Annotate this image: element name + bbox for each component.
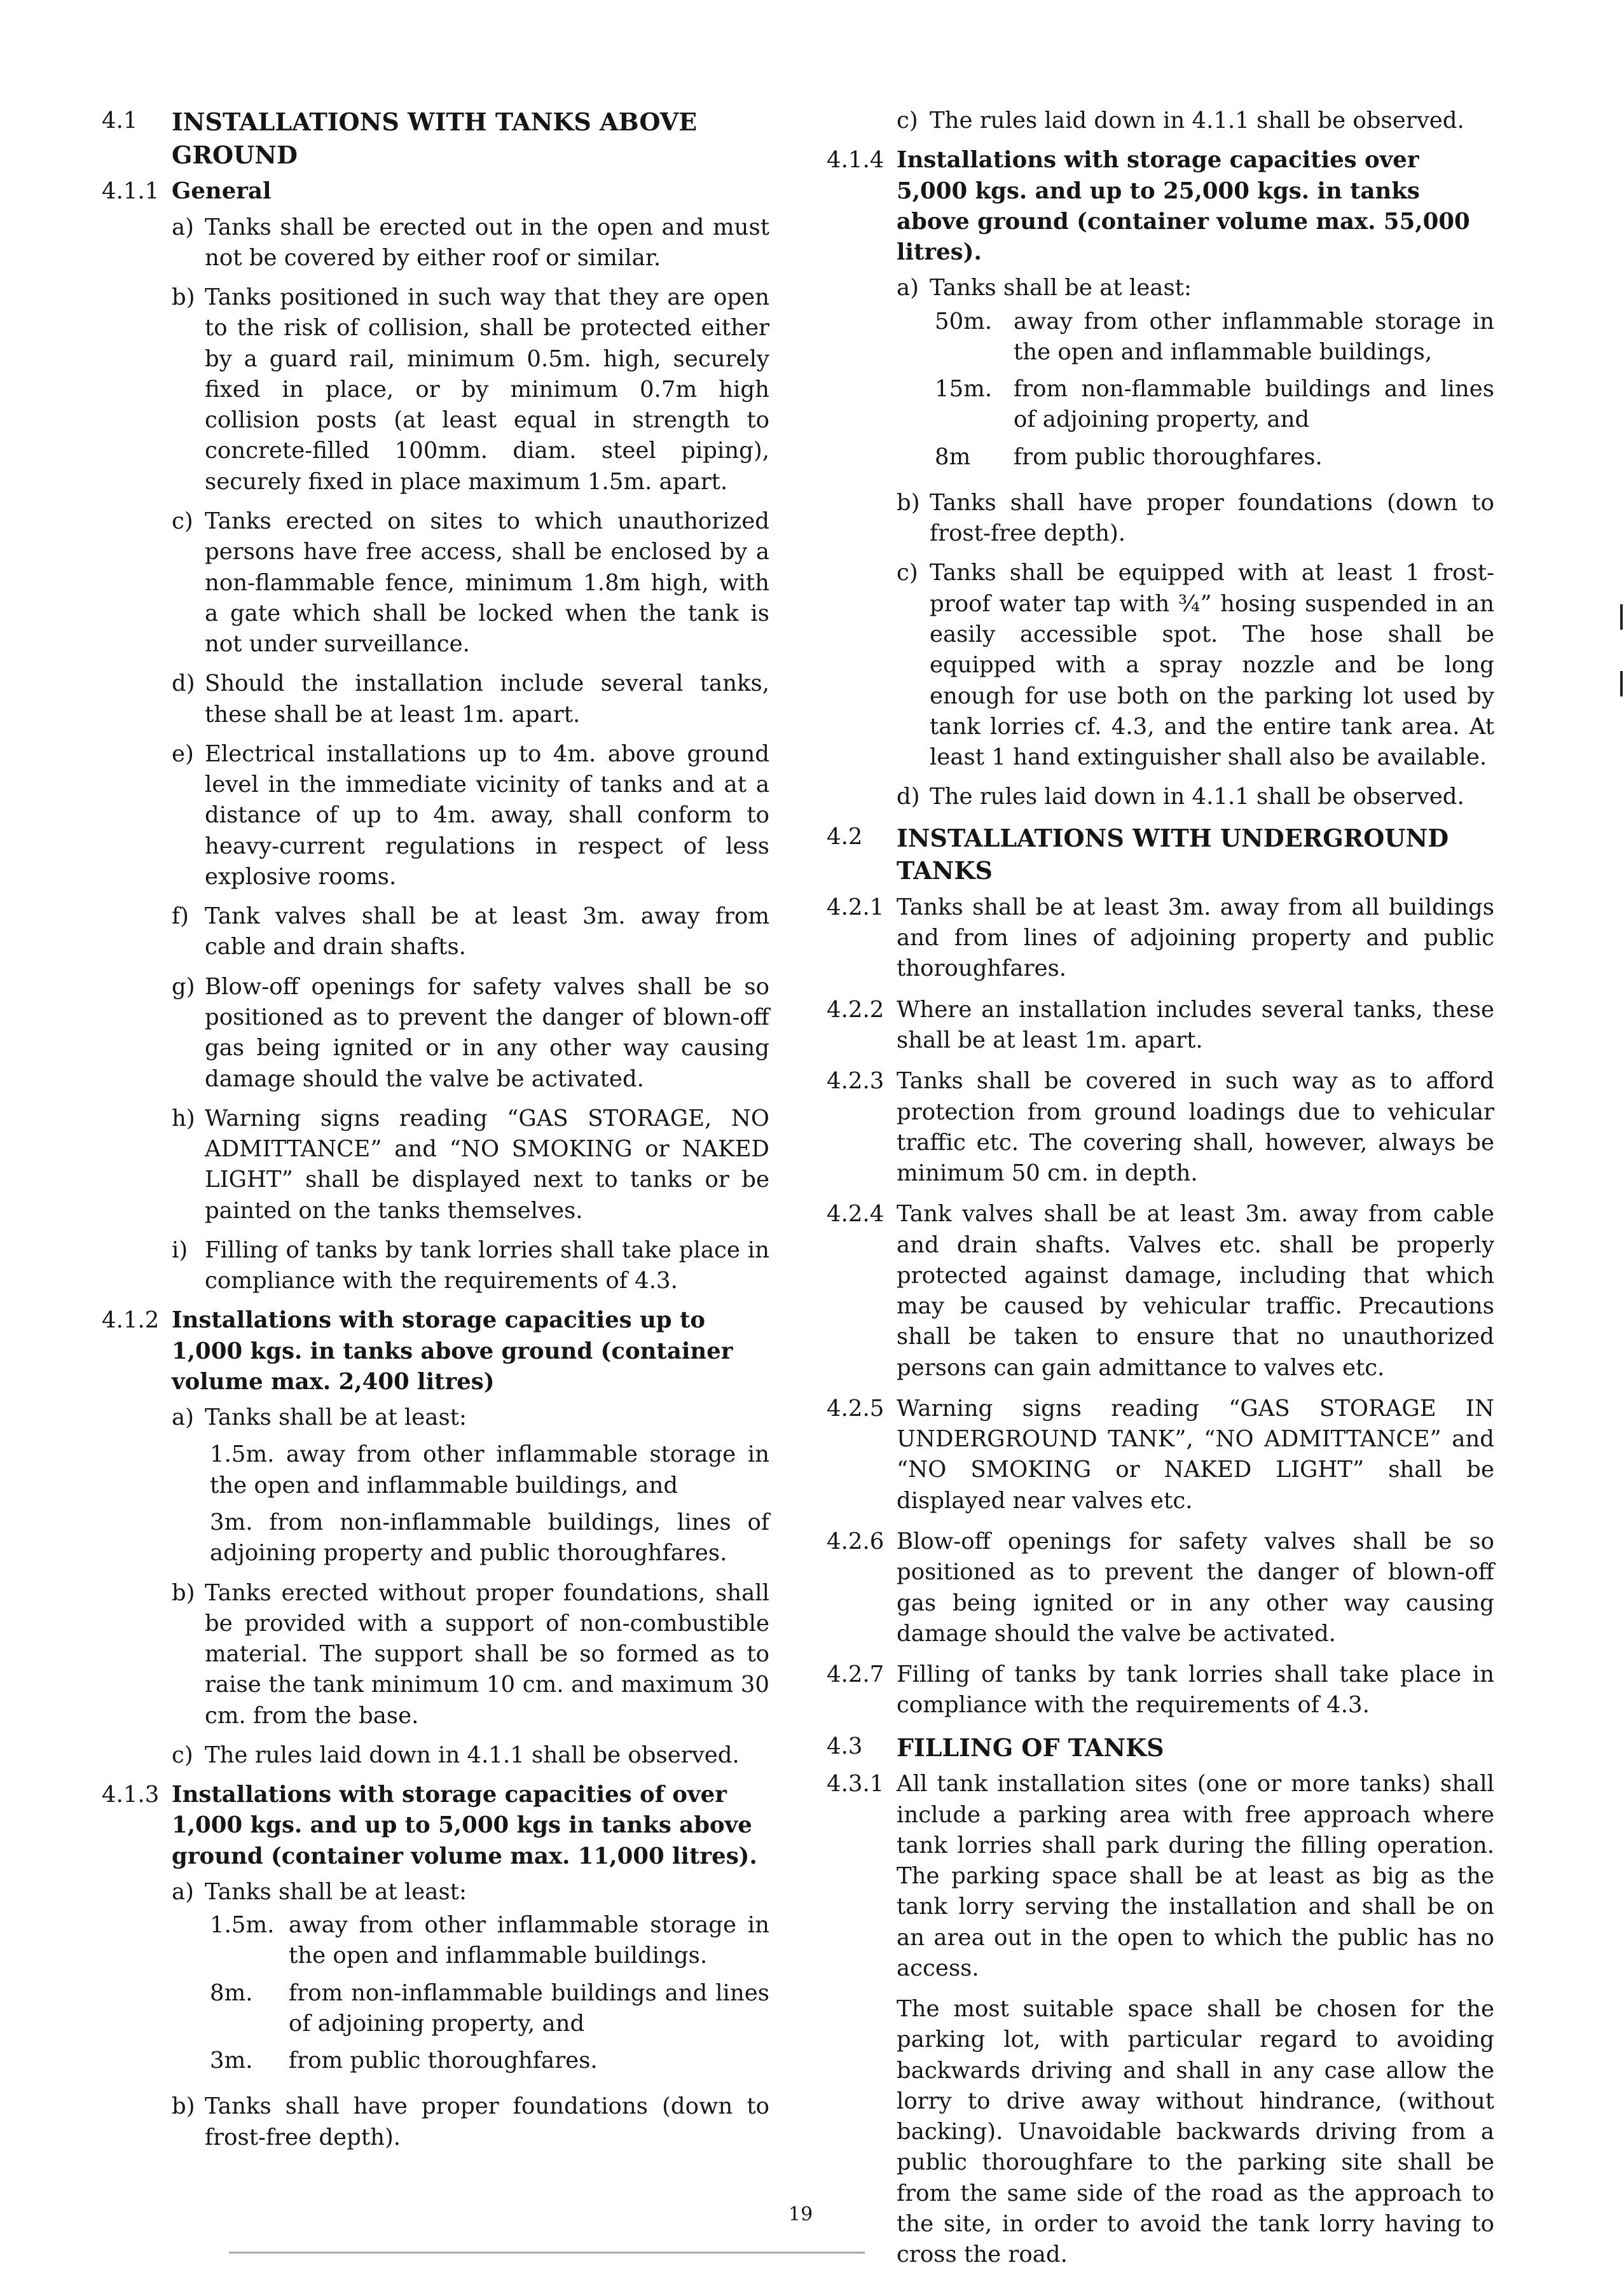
section-4-1-3-items — [172, 1877, 769, 2153]
section-4-1-4-items — [897, 273, 1494, 812]
subsection-4-2-7: 4.2.7 Filling of tanks by tank lorries shall take place in compliance with the requirements of 4.3. — [827, 1661, 1494, 1719]
distance-row: 8m. from non-inflammable buildings and lines of adjoining property, and — [210, 1979, 769, 2037]
section-4-1-3-heading — [102, 1780, 769, 1872]
list-item: b) Tanks shall have proper foundations (down to frost-free depth). — [897, 489, 1494, 547]
distance-row: 3m. from public thoroughfares. — [210, 2047, 598, 2074]
left-column — [102, 106, 769, 2162]
distance-line: 3m. from non-inflammable buildings, lines of adjoining property and public thoroughfares. — [210, 1509, 769, 1567]
subsection-4-2-5: 4.2.5 Warning signs reading “GAS STORAGE IN UNDERGROUND TANK”, “NO ADMITTANCE” and “NO SMOKING or NAKED LIGHT” shall be displayed near valves etc. — [827, 1395, 1494, 1514]
list-item: e) Electrical installations up to 4m. above ground level in the immediate vicinity of tanks and at a distance of up to 4m. away, shall conform to heavy-current regulations in respect of less explosive rooms. — [172, 740, 769, 890]
section-4-2-heading — [827, 822, 1494, 887]
list-item: f) Tank valves shall be at least 3m. away from cable and drain shafts. — [172, 903, 769, 960]
right-column — [827, 106, 1494, 2279]
list-item: c) The rules laid down in 4.1.1 shall be observed. — [172, 1742, 740, 1768]
list-item: b) Tanks shall have proper foundations (down to frost-free depth). — [172, 2093, 769, 2151]
section-4-1-3-continued — [897, 106, 1494, 136]
list-item: d) Should the installation include several tanks, these shall be at least 1m. apart. — [172, 670, 769, 728]
list-item: a) Tanks shall be at least: 1.5m. away from other inflammable storage in the open and inflammable buildings. 8m. from non-inflammable buildings and lines of adjoining property, and 3m. from public thoroughfares. — [172, 1877, 769, 2083]
margin-mark — [1620, 671, 1623, 696]
list-item: i) Filling of tanks by tank lorries shall take place in compliance with the requirements of 4.3. — [172, 1236, 769, 1294]
list-item: c) Tanks shall be equipped with at least 1 frost-proof water tap with ¾” hosing suspended in an easily accessible spot. The hose shall be equipped with a spray nozzle and be long enough for use both on the parking lot used by tank lorries cf. 4.3, and the entire tank area. At least 1 hand extinguisher shall also be available. — [897, 560, 1494, 771]
section-number: 4.2 — [827, 823, 863, 850]
section-title: INSTALLATIONS WITH TANKS ABOVE GROUND — [172, 107, 698, 169]
subsection-4-2-2: 4.2.2 Where an installation includes several tanks, these shall be at least 1m. apart. — [827, 996, 1494, 1053]
section-title: FILLING OF TANKS — [897, 1733, 1164, 1762]
section-title: INSTALLATIONS WITH UNDERGROUND TANKS — [897, 823, 1449, 885]
list-item: a) Tanks shall be erected out in the open and must not be covered by either roof or similar. — [172, 214, 769, 271]
distance-line: 1.5m. away from other inflammable storage in the open and inflammable buildings, and — [210, 1441, 769, 1499]
margin-mark — [1620, 604, 1623, 630]
section-4-1-1-heading — [102, 176, 769, 207]
distance-row: 1.5m. away from other inflammable storage in the open and inflammable buildings. — [210, 1912, 769, 1969]
distance-row: 50m. away from other inflammable storage in the open and inflammable buildings, — [935, 308, 1494, 365]
section-number: 4.1.2 — [102, 1307, 160, 1334]
section-number: 4.1.3 — [102, 1782, 160, 1808]
list-item: c) The rules laid down in 4.1.1 shall be observed. — [897, 107, 1464, 134]
list-item: g) Blow-off openings for safety valves shall be so positioned as to prevent the danger of blown-off gas being ignited or in any other way causing damage should the valve be activated. — [172, 973, 769, 1092]
section-4-1-4-heading — [827, 145, 1494, 268]
list-item: a) Tanks shall be at least: 50m. away from other inflammable storage in the open and inflammable buildings, 15m. from non-flammable buildings and lines of adjoining property, and 8m from public thoroughfares. — [897, 273, 1494, 479]
subsection-4-3-1: 4.3.1 All tank installation sites (one or more tanks) shall include a parking area with free approach where tank lorries shall park during the filling operation. The parking space shall be at least as big as the tank lorry serving the installation and shall be on an area out in the open to which the public has no access. — [827, 1771, 1494, 1981]
list-item: b) Tanks positioned in such way that they are open to the risk of collision, shall be protected either by a guard rail, minimum 0.5m. high, securely fixed in place, or by minimum 0.7m high collision posts (at least equal in strength to concrete-filled 100mm. diam. steel piping), securely fixed in place maximum 1.5m. apart. — [172, 284, 769, 495]
section-4-1-2-heading — [102, 1305, 769, 1397]
section-4-1-1-items — [172, 212, 769, 1297]
distance-row: 15m. from non-flammable buildings and lines of adjoining property, and — [935, 376, 1494, 433]
subsection-4-2-4: 4.2.4 Tank valves shall be at least 3m. away from cable and drain shafts. Valves etc. shall be properly protected against damage, including that which may be caused by vehicular traffic. Precautions shall be taken to ensure that no unauthorized persons can gain admittance to valves etc. — [827, 1201, 1494, 1381]
list-item: a) Tanks shall be at least: 1.5m. away from other inflammable storage in the open and inflammable buildings, and 3m. from non-inflammable buildings, lines of adjoining property and public thoroughfares. — [172, 1403, 769, 1569]
subsection-4-2-3: 4.2.3 Tanks shall be covered in such way as to afford protection from ground loadings due to vehicular traffic etc. The covering shall, however, always be minimum 50 cm. in depth. — [827, 1068, 1494, 1187]
section-4-3-heading — [827, 1731, 1494, 1764]
section-title: Installations with storage capacities over 5,000 kgs. and up to 25,000 kgs. in tanks above ground (container volume max. 55,000 litres). — [897, 147, 1470, 266]
list-item: b) Tanks erected without proper foundations, shall be provided with a support of non-combustible material. The support shall be so formed as to raise the tank minimum 10 cm. and maximum 30 cm. from the base. — [172, 1579, 769, 1729]
list-item: h) Warning signs reading “GAS STORAGE, NO ADMITTANCE” and “NO SMOKING or NAKED LIGHT” shall be displayed next to tanks or be painted on the tanks themselves. — [172, 1105, 769, 1224]
section-title: General — [172, 178, 272, 205]
section-number: 4.1 — [102, 107, 138, 134]
section-4-1-heading — [102, 106, 769, 171]
section-4-1-2-items — [172, 1403, 769, 1771]
section-title: Installations with storage capacities up to 1,000 kgs. in tanks above ground (container volume max. 2,400 litres) — [172, 1307, 733, 1395]
page-number: 19 — [788, 2203, 813, 2226]
subsection-4-2-6: 4.2.6 Blow-off openings for safety valves shall be so positioned as to prevent the danger of blown-off gas being ignited or in any other way causing damage should the valve be activated. — [827, 1528, 1494, 1647]
section-number: 4.1.4 — [827, 147, 884, 174]
paragraph: The most suitable space shall be chosen for the parking lot, with particular regard to avoiding backwards driving and shall in any case allow the lorry to drive away without hindrance, (without backing). Unavoidable backwards driving from a public thoroughfare to the parking site shall be from the same side of the road as the approach to the site, in order to avoid the tank lorry having to cross the road. — [897, 1996, 1494, 2268]
section-number: 4.3 — [827, 1733, 863, 1759]
list-item: c) Tanks erected on sites to which unauthorized persons have free access, shall be enclosed by a non-flammable fence, minimum 1.8m high, with a gate which shall be locked when the tank is not under surveillance. — [172, 508, 769, 658]
subsection-4-2-1: 4.2.1 Tanks shall be at least 3m. away from all buildings and from lines of adjoining property and public thoroughfares. — [827, 894, 1494, 982]
section-title: Installations with storage capacities of over 1,000 kgs. and up to 5,000 kgs in tanks above ground (container volume max. 11,000 litres). — [172, 1782, 757, 1869]
distance-row: 8m from public thoroughfares. — [935, 443, 1323, 470]
section-number: 4.1.1 — [102, 178, 160, 205]
bottom-rule — [229, 2252, 865, 2254]
list-item: d) The rules laid down in 4.1.1 shall be observed. — [897, 784, 1464, 810]
